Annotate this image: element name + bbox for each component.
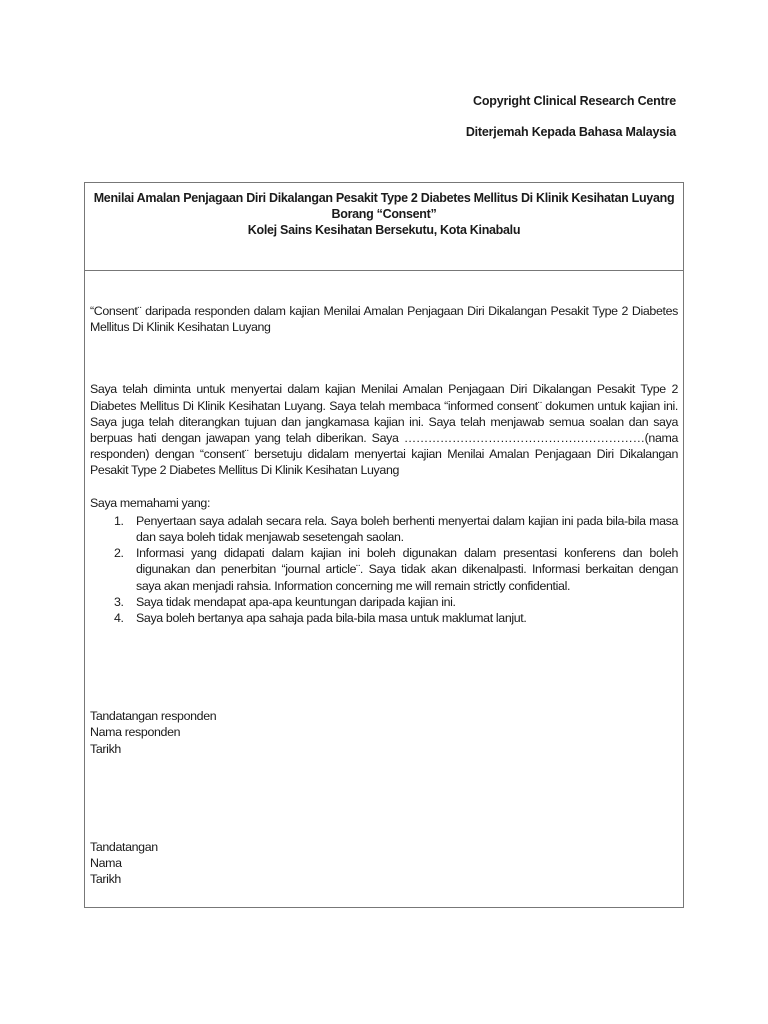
form-title-section bbox=[85, 183, 683, 271]
list-item-text: Penyertaan saya adalah secara rela. Saya boleh berhenti menyertai dalam kajian ini pada bila-bila masa dan saya boleh tidak menjawab sesetengah saolan. bbox=[136, 513, 678, 545]
form-body bbox=[85, 303, 683, 887]
list-item-number: 2. bbox=[114, 546, 124, 561]
understanding-heading: Saya memahami yang: bbox=[90, 495, 211, 510]
list-item-number: 3. bbox=[114, 594, 124, 609]
list-item-number: 4. bbox=[114, 611, 124, 626]
consent-statement: Saya telah diminta untuk menyertai dalam kajian Menilai Amalan Penjagaan Diri Dikalangan Pesakit Type 2 Diabetes Mellitus Di Klinik Kesihatan Luyang. Saya telah membaca “informed consent¨ dokumen untuk kajian ini. Saya juga telah diterangkan tujuan dan jangkamasa kajian ini. Saya telah menjawab semua soalan dan saya berpuas hati dengan jawapan yang telah diberikan. Saya ……………………………………………………(nama responden) dengan “consent¨ bersetuju didalam menyertai kajian Menilai Amalan Penjagaan Diri Dikalangan Pesakit Type 2 Diabetes Mellitus Di Klinik Kesihatan Luyang bbox=[90, 382, 678, 478]
consent-terms-list bbox=[90, 513, 678, 626]
list-item-text: Informasi yang didapati dalam kajian ini boleh digunakan dalam presentasi konferens dan boleh digunakan dan penerbitan “journal article¨. Saya tidak akan dikenalpasti. Informasi berkaitan dengan saya akan menjadi rahsia. Information concerning me will remain strictly confidential. bbox=[136, 546, 678, 593]
list-item-text: Saya boleh bertanya apa sahaja pada bila-bila masa untuk maklumat lanjut. bbox=[136, 611, 527, 626]
respondent-signature-label: Tandatangan responden bbox=[90, 709, 217, 724]
witness-name-label: Nama bbox=[90, 856, 122, 871]
institution-name: Kolej Sains Kesihatan Bersekutu, Kota Kinabalu bbox=[247, 223, 521, 237]
witness-signature-block bbox=[90, 839, 678, 888]
study-title: Menilai Amalan Penjagaan Diri Dikalangan Pesakit Type 2 Diabetes Mellitus Di Klinik Kesihatan Luyang bbox=[93, 191, 675, 205]
witness-date-label: Tarikh bbox=[90, 872, 121, 887]
list-item-number: 1. bbox=[114, 513, 124, 528]
respondent-date-label: Tarikh bbox=[90, 741, 121, 756]
respondent-signature-block bbox=[90, 708, 678, 757]
list-item bbox=[90, 545, 678, 594]
list-item bbox=[90, 513, 678, 545]
copyright-notice: Copyright Clinical Research Centre bbox=[473, 94, 676, 108]
list-item-text: Saya tidak mendapat apa-apa keuntungan daripada kajian ini. bbox=[136, 594, 456, 609]
consent-intro: “Consent¨ daripada responden dalam kajian Menilai Amalan Penjagaan Diri Dikalangan Pesakit Type 2 Diabetes Mellitus Di Klinik Kesihatan Luyang bbox=[90, 304, 678, 335]
list-item bbox=[90, 594, 678, 610]
witness-signature-label: Tandatangan bbox=[90, 839, 158, 854]
respondent-name-label: Nama responden bbox=[90, 725, 181, 740]
list-item bbox=[90, 610, 678, 626]
consent-form-box bbox=[84, 182, 684, 908]
form-name: Borang “Consent” bbox=[331, 207, 437, 221]
translation-note: Diterjemah Kepada Bahasa Malaysia bbox=[465, 125, 676, 139]
